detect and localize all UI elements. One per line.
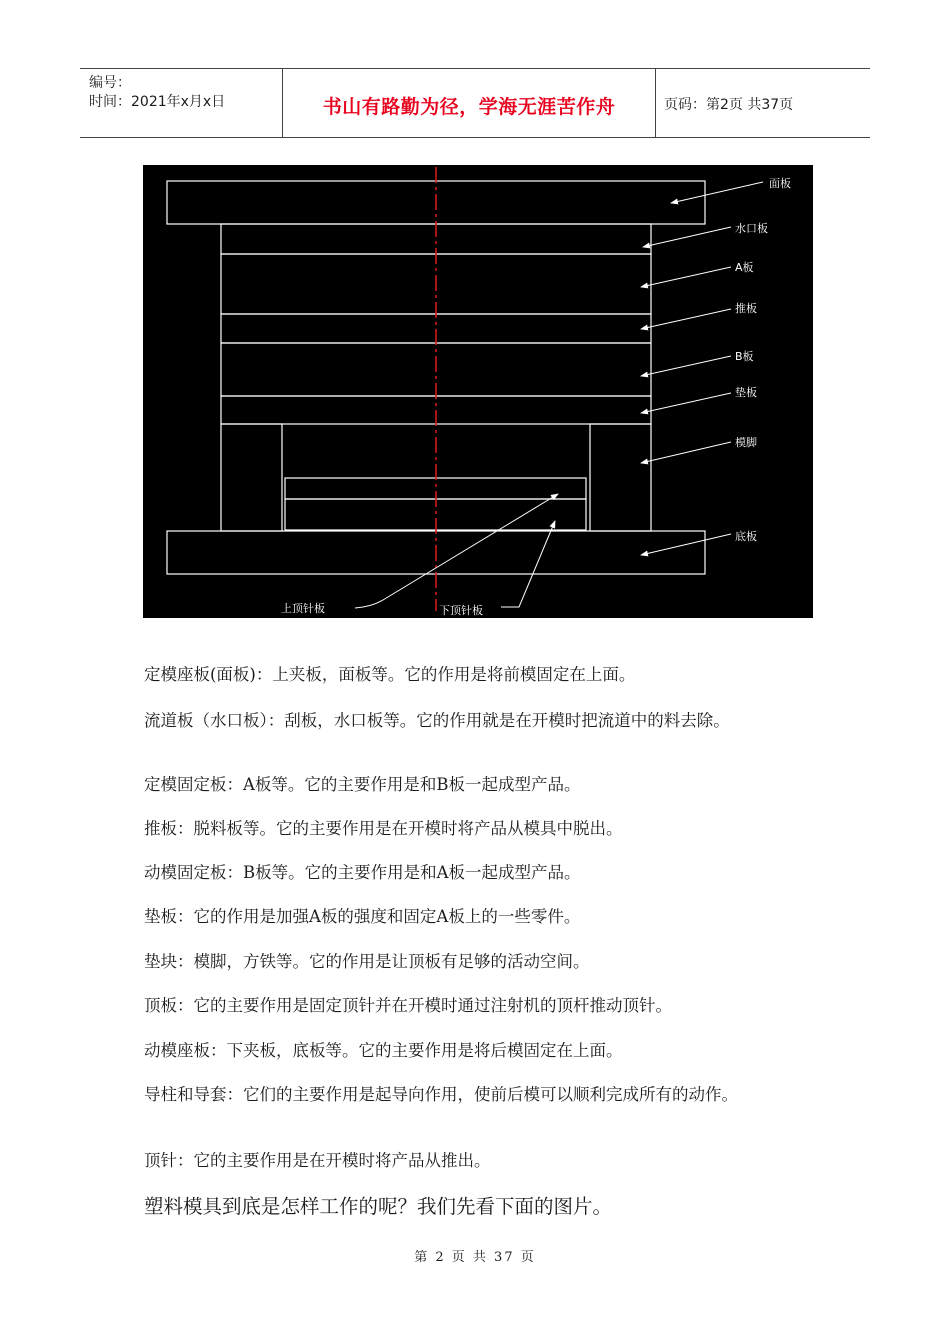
label-upper-ejector-plate: 上顶针板 (281, 602, 325, 615)
definition-ejector-plate: 顶板：它的主要作用是固定顶针并在开模时通过注射机的顶杆推动顶针。 (144, 996, 672, 1015)
label-spacer-block: 模脚 (735, 436, 757, 449)
mold-diagram-svg (143, 165, 813, 618)
header-motto-cell (283, 69, 656, 137)
header-page-cell (656, 69, 870, 137)
header-page-code: 页码：第2页 共37页 (664, 97, 794, 113)
definition-ejector-pin: 顶针：它的主要作用是在开模时将产品从推出。 (144, 1151, 491, 1170)
page-header (80, 68, 870, 138)
label-b-plate: B板 (735, 350, 754, 363)
definition-guide-pillar: 导柱和导套：它们的主要作用是起导向作用，使前后模可以顺利完成所有的动作。 (144, 1085, 738, 1104)
label-face-plate: 面板 (769, 177, 791, 190)
mold-structure-diagram (143, 165, 813, 618)
arrow-face-plate (671, 182, 763, 203)
document-time-label: 时间：2021年x月x日 (89, 94, 226, 110)
label-support-plate: 垫板 (735, 386, 757, 399)
arrow-lower-ejector-plate (501, 521, 555, 607)
definition-bottom-plate: 动模座板：下夹板，底板等。它的主要作用是将后模固定在上面。 (144, 1041, 623, 1060)
label-a-plate: A板 (735, 261, 754, 274)
definition-a-plate: 定模固定板：A板等。它的主要作用是和B板一起成型产品。 (144, 775, 581, 794)
arrow-a-plate (641, 267, 731, 287)
definition-support-plate: 垫板：它的作用是加强A板的强度和固定A板上的一些零件。 (144, 907, 581, 926)
header-meta-cell (80, 69, 283, 137)
label-runner-plate: 水口板 (735, 222, 768, 235)
label-stripper-plate: 推板 (735, 302, 757, 315)
definition-face-plate: 定模座板(面板)：上夹板，面板等。它的作用是将前模固定在上面。 (144, 665, 636, 684)
label-lower-ejector-plate: 下顶针板 (439, 604, 483, 617)
arrow-upper-ejector-plate (355, 494, 558, 608)
definition-b-plate: 动模固定板：B板等。它的主要作用是和A板一起成型产品。 (144, 863, 581, 882)
header-motto: 书山有路勤为径，学海无涯苦作舟 (322, 96, 616, 118)
spacer-block-left-shape (221, 424, 282, 531)
closing-question: 塑料模具到底是怎样工作的呢？我们先看下面的图片。 (144, 1195, 613, 1218)
definition-runner-plate: 流道板（水口板）：刮板，水口板等。它的作用就是在开模时把流道中的料去除。 (144, 711, 730, 730)
label-bottom-plate: 底板 (735, 530, 757, 543)
arrow-stripper-plate (641, 309, 731, 329)
arrow-bottom-plate (641, 534, 731, 555)
document-number-label: 编号： (89, 75, 131, 91)
arrow-spacer-block (641, 442, 731, 463)
spacer-block-right-shape (590, 424, 651, 531)
arrow-b-plate (641, 356, 731, 376)
definition-stripper-plate: 推板：脱料板等。它的主要作用是在开模时将产品从模具中脱出。 (144, 819, 623, 838)
arrow-runner-plate (643, 227, 731, 247)
arrow-support-plate (641, 393, 731, 413)
definition-spacer-block: 垫块：模脚，方铁等。它的作用是让顶板有足够的活动空间。 (144, 952, 590, 971)
page-footer: 第 2 页 共 37 页 (414, 1250, 536, 1265)
